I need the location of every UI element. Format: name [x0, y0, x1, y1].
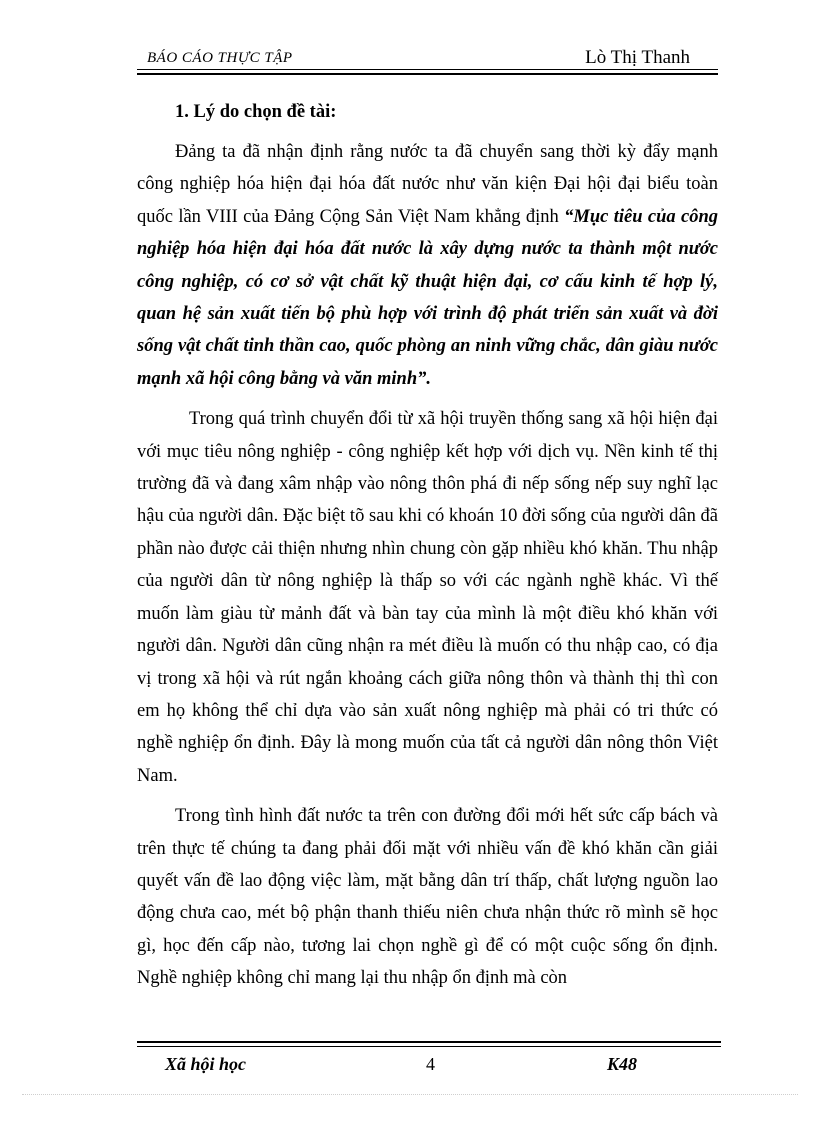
footer-class-code: K48: [607, 1054, 638, 1074]
footer-rule-thick: [137, 1041, 721, 1043]
page-number: 4: [426, 1054, 435, 1074]
section-heading: 1. Lý do chọn đề tài:: [175, 102, 337, 122]
document-body: [137, 96, 718, 995]
paragraph-2: Trong quá trình chuyển đổi từ xã hội truyền thống sang xã hội hiện đại với mục tiêu nông nghiệp - công nghiệp kết hợp với dịch vụ. Nền kinh tế thị trường đã và đang xâm nhập vào nông thôn phá đi nếp sống nếp suy nghĩ lạc hậu của người dân. Đặc biệt tõ sau khi có khoán 10 đời sống của người dân đã phần nào được cải thiện nhưng nhìn chung còn gặp nhiều khó khăn. Thu nhập của người dân từ nông nghiệp là thấp so với các ngành nghề khác. Vì thế muốn làm giàu từ mảnh đất và bàn tay của mình là một điều khó khăn với người dân. Người dân cũng nhận ra mét điều là muốn có thu nhập cao, có địa vị trong xã hội và rút ngắn khoảng cách giữa nông thôn và thành thị thì con em họ không thể chỉ dựa vào sản xuất nông nghiệp mà phải có tri thức có nghề nghiệp ổn định. Đây là mong muốn của tất cả người dân nông thôn Việt Nam.: [137, 409, 718, 786]
header-report-title: BÁO CÁO THỰC TẬP: [147, 50, 293, 66]
footer-rule: [137, 1046, 721, 1047]
page-edge-divider: [22, 1094, 798, 1095]
paragraph-1: [137, 136, 718, 395]
header-rule: [137, 69, 718, 70]
footer-subject: Xã hội học: [165, 1054, 247, 1074]
paragraph-3: Trong tình hình đất nước ta trên con đường đổi mới hết sức cấp bách và trên thực tế chúng ta đang phải đối mặt với nhiều vấn đề khó khăn cần giải quyết vấn đề lao động việc làm, mặt bằng dân trí thấp, chất lượng nguồn lao động chưa cao, mét bộ phận thanh thiếu niên chưa nhận thức rõ mình sẽ học gì, học đến cấp nào, tương lai chọn nghề gì để có một cuộc sống ổn định. Nghề nghiệp không chỉ mang lại thu nhập ổn định mà còn: [137, 806, 718, 989]
header-author: Lò Thị Thanh: [585, 47, 690, 68]
paragraph-1-quote: “Mục tiêu của công nghiệp hóa hiện đại hóa đất nước là xây dựng nước ta thành một nước công nghiệp, có cơ sở vật chất kỹ thuật hiện đại, cơ cấu kinh tế hợp lý, quan hệ sản xuất tiến bộ phù hợp với trình độ phát triển sản xuất và đời sống vật chất tinh thần cao, quốc phòng an ninh vững chắc, dân giàu nước mạnh xã hội công bằng và văn minh”.: [137, 206, 719, 389]
paragraph-1-text: Đảng ta đã nhận định rằng nước ta đã chuyển sang thời kỳ đẩy mạnh công nghiệp hóa hiện đại hóa đất nước như văn kiện Đại hội đại biểu toàn quốc lần VIII của Đảng Cộng Sản Việt Nam khẳng định: [137, 142, 718, 227]
header-rule-thick: [137, 73, 718, 75]
